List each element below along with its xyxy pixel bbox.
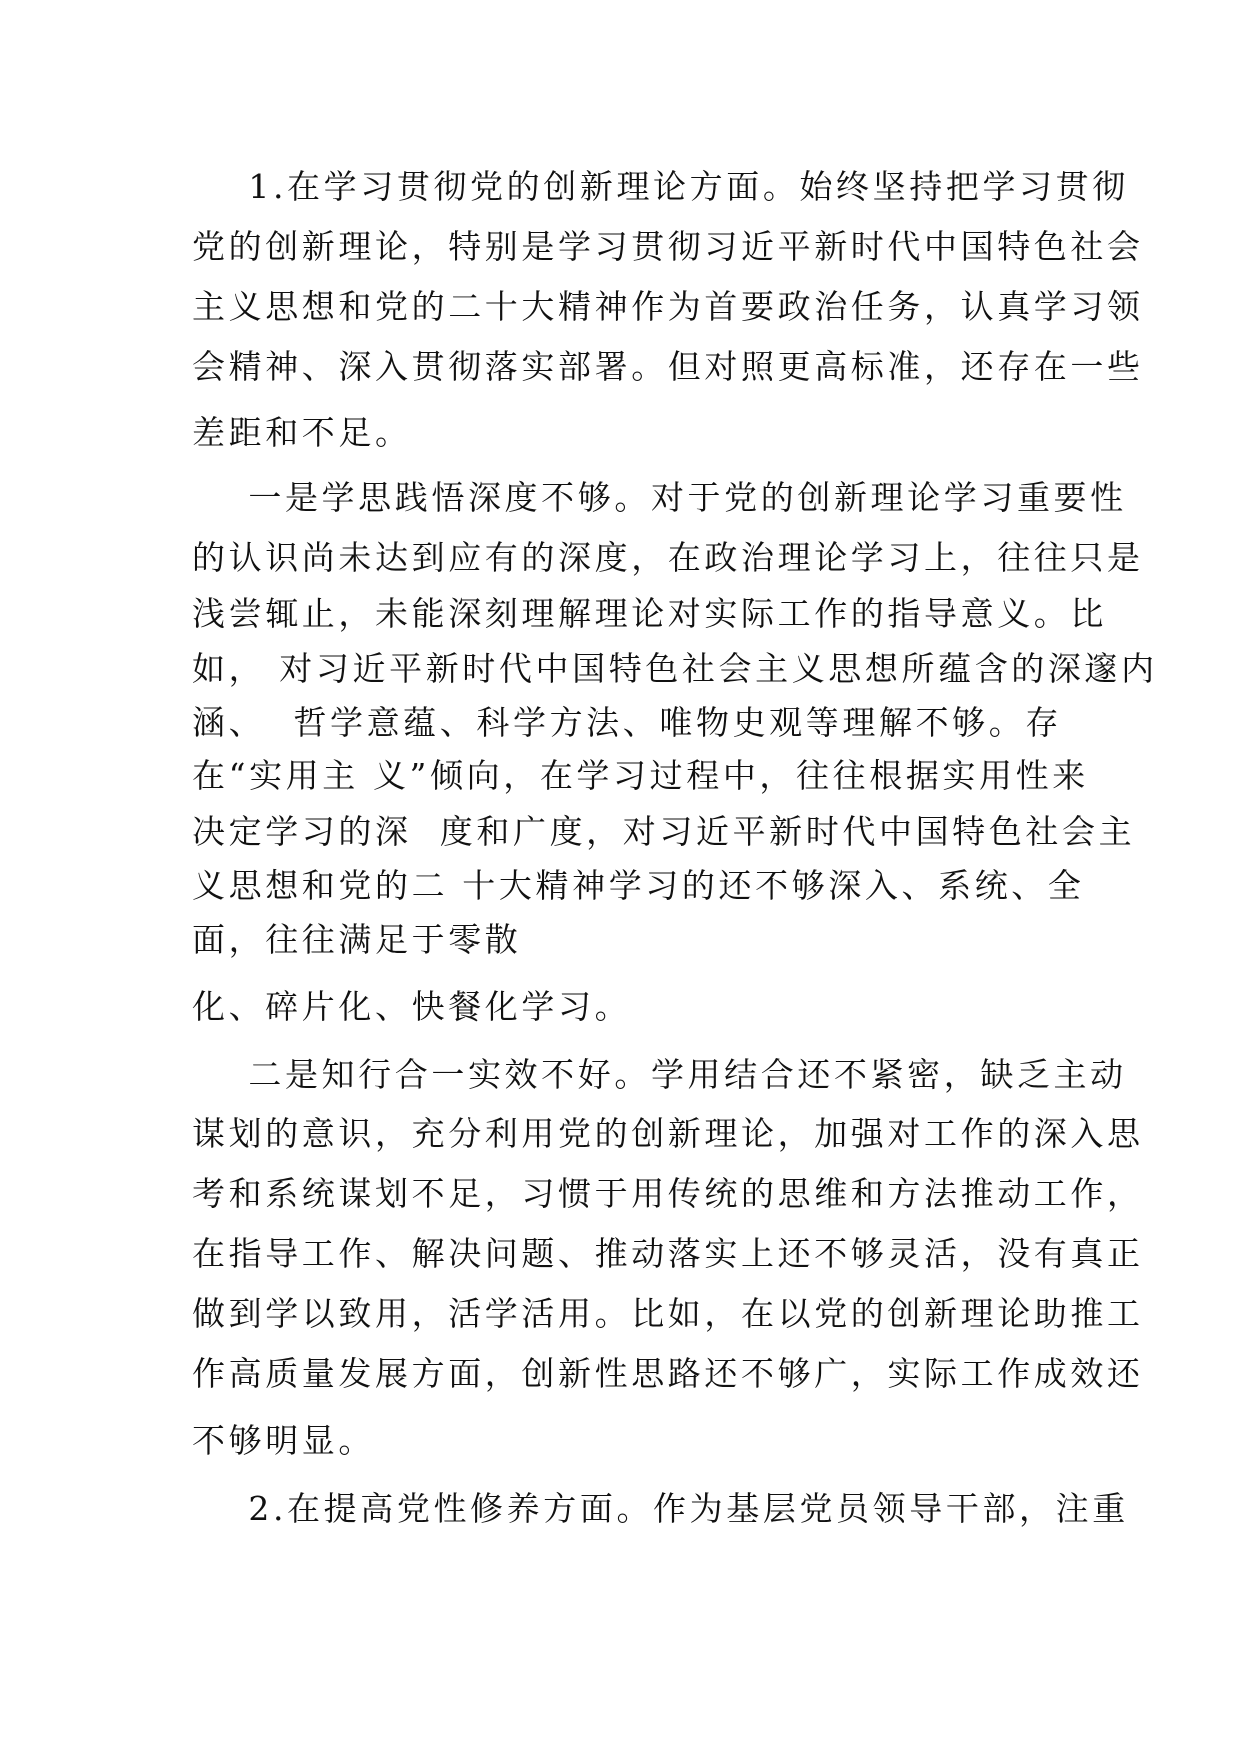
text-line: 涵、 哲学意蕴、科学方法、唯物史观等理解不够。存 bbox=[192, 703, 1062, 742]
text-line: 化、碎片化、快餐化学习。 bbox=[192, 987, 632, 1026]
text-line: 决定学习的深 度和广度，对习近平新时代中国特色社会主 bbox=[192, 812, 1136, 851]
text-line: 一是学思践悟深度不够。对于党的创新理论学习重要性 bbox=[192, 478, 1127, 517]
text-line: 差距和不足。 bbox=[192, 413, 412, 452]
text-line: 做到学以致用，活学活用。比如，在以党的创新理论助推工 bbox=[192, 1294, 1144, 1333]
text-line: 主义思想和党的二十大精神作为首要政治任务，认真学习领 bbox=[192, 287, 1144, 326]
text-line: 面，往往满足于零散 bbox=[192, 920, 522, 959]
text-line: 义思想和党的二 十大精神学习的还不够深入、系统、全 bbox=[192, 866, 1085, 905]
text-line: 会精神、深入贯彻落实部署。但对照更高标准，还存在一些 bbox=[192, 347, 1144, 386]
text-line: 如， 对习近平新时代中国特色社会主义思想所蕴含的深邃内 bbox=[192, 649, 1158, 688]
text-line: 的认识尚未达到应有的深度，在政治理论学习上，往往只是 bbox=[192, 538, 1144, 577]
text-line: 作高质量发展方面，创新性思路还不够广，实际工作成效还 bbox=[192, 1354, 1144, 1393]
text-line: 1.在学习贯彻党的创新理论方面。始终坚持把学习贯彻 bbox=[192, 167, 1129, 206]
text-line: 党的创新理论，特别是学习贯彻习近平新时代中国特色社会 bbox=[192, 227, 1144, 266]
text-line: 浅尝辄止，未能深刻理解理论对实际工作的指导意义。比 bbox=[192, 594, 1107, 633]
text-line: 2.在提高党性修养方面。作为基层党员领导干部，注重 bbox=[192, 1489, 1129, 1528]
text-line: 在指导工作、解决问题、推动落实上还不够灵活，没有真正 bbox=[192, 1234, 1144, 1273]
text-line: 二是知行合一实效不好。学用结合还不紧密，缺乏主动 bbox=[192, 1055, 1127, 1094]
text-line: 谋划的意识，充分利用党的创新理论，加强对工作的深入思 bbox=[192, 1114, 1144, 1153]
text-line: 在“实用主 义”倾向，在学习过程中，往往根据实用性来 bbox=[192, 756, 1089, 795]
text-line: 考和系统谋划不足，习惯于用传统的思维和方法推动工作， bbox=[192, 1174, 1144, 1213]
text-line: 不够明显。 bbox=[192, 1421, 375, 1460]
